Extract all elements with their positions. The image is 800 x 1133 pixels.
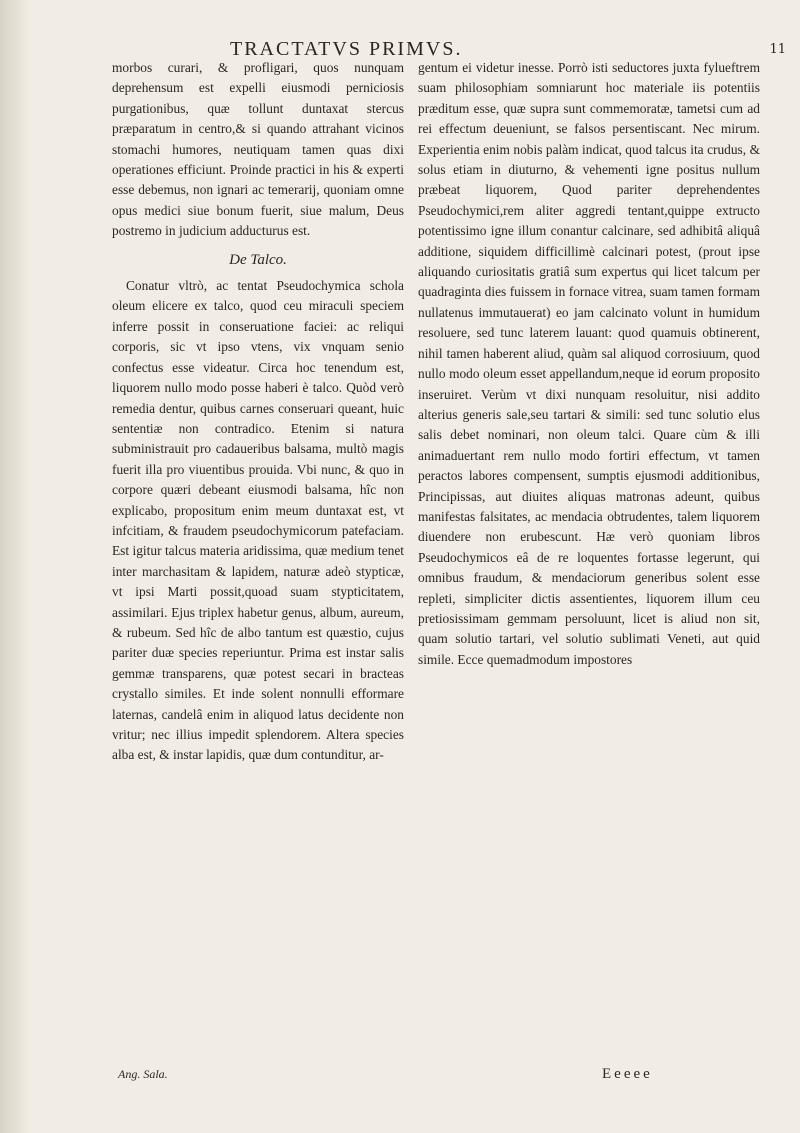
author-catchword: Ang. Sala.: [118, 1067, 168, 1081]
running-title: TRACTATVS PRIMVS.: [230, 38, 463, 60]
right-paragraph-1: gentum ei videtur inesse. Porrò isti seductores juxta fylueftrem suam philosophiam somniarunt hoc materiale iis potentiis præditum esse, quæ supra sunt commemoratæ, tametsi cum ad rei effectum deueniunt, se falsos persentiscant. Nec mirum. Experientia enim nobis palàm indicat, quod talcus ita crudus, & solus etiam in diuturno, & vehementi igne positus nullum præbeat liquorem, Quod pariter deprehendentes Pseudochymici,rem aliter aggredi tentant,quippe extructo potentissimo igne illum conantur calcinare, sed adhibitâ aliquâ additione, siquidem difficillimè calcinari potest, (prout ipse aliquando curiositatis gratiâ sum expertus qui licet talcum per quadraginta dies fuissem in fornace vitrea, suam tamen formam nullatenus immutauerat) eo jam calcinato volunt in humidum resoluere, sed tunc laterem lauant: quod quamuis obtinerent, nihil tamen haberent aliud, quàm sal aliquod corrosiuum, quod nullo modo oleum esset appellandum,neque id eorum proposito inseruiret. Verùm vt dixi nunquam resoluitur, nisi addito alterius generis sale,seu tartari & simili: sed tunc solutio elus salis debet nominari, non oleum talci. Quare cùm & illi animaduertant rem nullo modo fortiri effectum, vt tamen peractos labores compensent, sumptis ejusmodi additionibus, Principissas, aut diuites aliquas matronas adeunt, quibus manifestas falsitates, ac mendacia obtrudentes, talem liquorem diuendere non erubescunt. Hæ verò quoniam libros Pseudochymicos eâ de re loquentes fortasse legerunt, qui omnibus fraudum, & mendaciorum generibus solent esse repleti, simpliciter dictis assentientes, liquorem illum ceu pretiosissimam gemmam persoluunt, licet is aliud non sit, quam solutio tartari, vel solutio sublimati Veneti, aut quid simile. Ecce quemadmodum impostores: [418, 60, 760, 667]
left-paragraph-1: morbos curari, & profligari, quos nunquam deprehensum est expelli eiusmodi perniciosis purgationibus, quæ tollunt duntaxat stercus præparatum in centro,& si quando attrahant vicinos stomachi humores, neutiquam tamen quas dixi operationes efficiunt. Proinde practici in his & experti esse debemus, non ignari ac temerarij, quoniam omne opus medici siue bonum fuerit, siue malum, Deus postremo in judicium adducturus est.: [112, 60, 404, 239]
signature-mark: Eeeee: [602, 1066, 653, 1082]
page-number: 11: [769, 42, 786, 57]
left-column: [112, 58, 404, 766]
page-gutter-shadow: [0, 0, 30, 1133]
section-heading: De Talco.: [229, 251, 287, 268]
right-column: [418, 58, 760, 670]
left-paragraph-2: Conatur vltrò, ac tentat Pseudochymica schola oleum elicere ex talco, quod ceu miraculi speciem inferre possit in conseruatione faciei: ac reliqui corporis, sic vt ipso vtens, vix vnquam senio confectus esse videatur. Circa hoc tenendum est, liquorem nullo modo posse haberi è talco. Quòd verò remedia dentur, quibus carnes conseruari queant, huic sententiæ non contradico. Etenim si natura subministrauit pro cadaueribus balsama, multò magis fuerit illa pro viuentibus prouida. Vbi nunc, & quo in corpore quæri debeant eiusmodi balsama, hîc non explicabo, propositum enim meum duntaxat est, vt infcitiam, & fraudem pseudochymicorum patefaciam. Est igitur talcus materia aridissima, quæ medium tenet inter marchasitam & lapidem, naturæ adeò stypticæ, vt ipsi Marti possit,quoad suam stypticitatem, assimilari. Ejus triplex habetur genus, album, aureum, & rubeum. Sed hîc de albo tantum est quæstio, cujus pariter duæ species reperiuntur. Prima est instar salis gemmæ transparens, quæ potest secari in bracteas crystallo similes. Et inde solent nonnulli efformare laternas, candelâ enim in aliquod latus decidente non vritur; nec illius impedit splendorem. Altera species alba est, & instar lapidis, quæ dum contunditur, ar-: [112, 278, 404, 763]
